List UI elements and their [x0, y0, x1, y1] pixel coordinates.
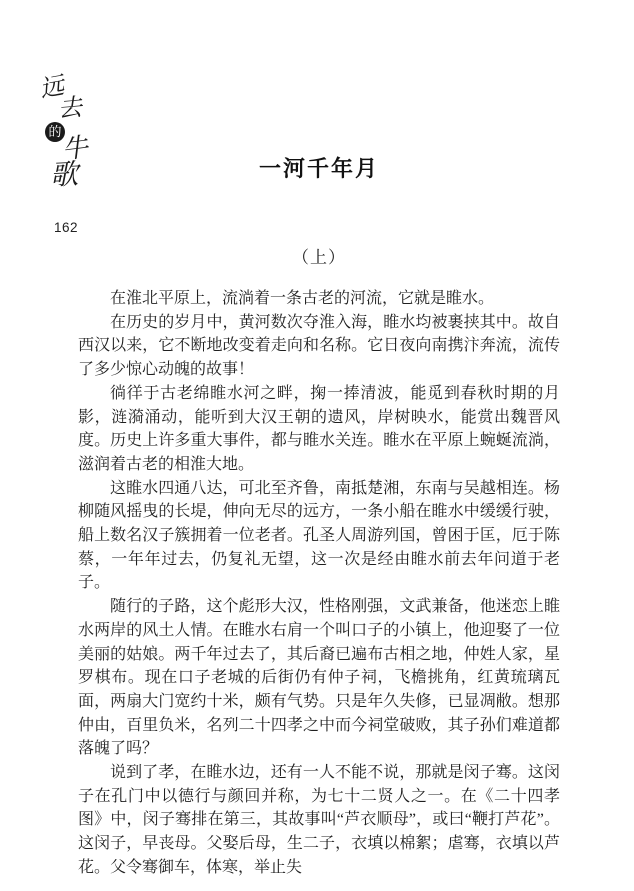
- paragraph: 在历史的岁月中，黄河数次夺淮入海，睢水均被裹挟其中。故自西汉以来，它不断地改变着走向和名称。它日夜向南携汴奔流，流传了多少惊心动魄的故事！: [78, 313, 560, 379]
- paragraph: 随行的子路，这个彪形大汉，性格刚强，文武兼备，他迷恋上睢水两岸的风土人情。在睢水右肩一个叫口子的小镇上，他迎娶了一位美丽的姑娘。两千年过去了，其后裔已遍布古相之地，仲姓人家，星罗棋布。现在口子老城的后街仍有仲子祠，飞檐挑角，红黄琉璃瓦面，两扇大门宽约十米，颇有气势。只是年久失修，已显凋敝。想那仲由，百里负米，名列二十四孝之中而今祠堂破败，其子孙们难道都落魄了吗？: [78, 598, 560, 758]
- calligraphy-char: 牛: [60, 132, 90, 165]
- article-title: 一河千年月: [258, 156, 379, 181]
- paragraph: 说到了孝，在睢水边，还有一人不能不说，那就是闵子骞。这闵子在孔门中以德行与颜回并称，为七十二贤人之一。在《二十四孝图》中，闵子骞排在第三，其故事叫“芦衣顺母”，或曰“鞭打芦花”。这闵子，早丧母。父娶后母，生二子，衣填以棉絮；虐骞，衣填以芦花。父令骞御车，体寒，举止失: [78, 764, 560, 876]
- article-column: [78, 0, 560, 880]
- calligraphy-char: 去: [56, 95, 84, 123]
- calligraphy-char: 远: [37, 73, 67, 103]
- calligraphy-char: 歌: [49, 159, 79, 192]
- page-number: 162: [54, 220, 79, 235]
- paragraph: 这睢水四通八达，可北至齐鲁，南抵楚湘，东南与吴越相连。杨柳随风摇曳的长堤，伸向无尽的远方，一条小船在睢水中缓缓行驶，船上数名汉子簇拥着一位老者。孔圣人周游列国，曾困于匡，厄于陈蔡，一年年过去，仍复礼无望，这一次是经由睢水前去年问道于老子。: [78, 479, 560, 592]
- calligraphy-seal: 的: [45, 122, 65, 142]
- section-label: （上）: [292, 248, 346, 267]
- paragraph: 徜徉于古老绵睢水河之畔，掬一捧清波，能觅到春秋时期的月影，涟漪涌动，能听到大汉王朝的遗风，岸树映水，能赏出魏晋风度。历史上许多重大事件，都与睢水关连。睢水在平原上蜿蜒流淌，滋润着古老的相淮大地。: [78, 384, 560, 473]
- article-body: [78, 268, 560, 880]
- paragraph: 在淮北平原上，流淌着一条古老的河流，它就是睢水。: [110, 290, 495, 307]
